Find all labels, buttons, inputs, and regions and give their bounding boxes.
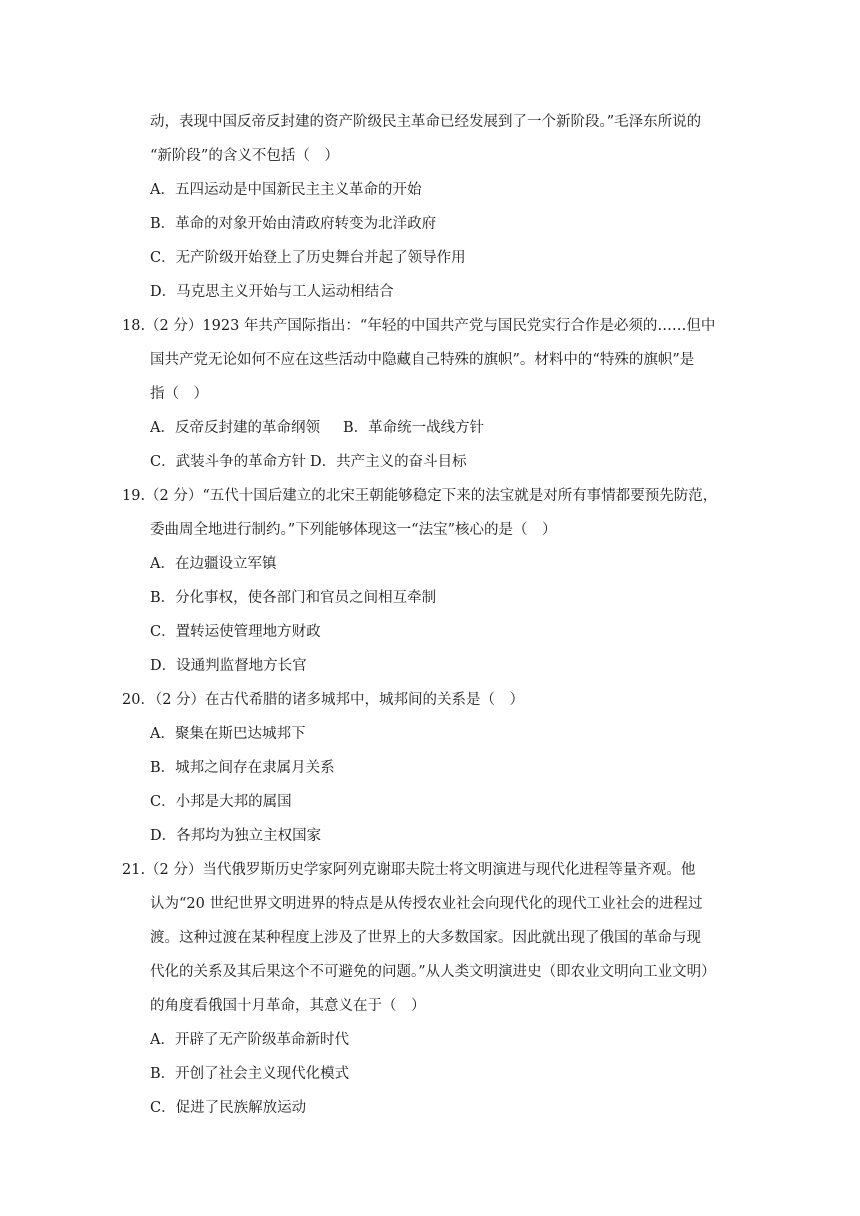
q21-stem-line-4: 代化的关系及其后果这个不可避免的问题。”从人类文明演进史（即农业文明向工业文明） xyxy=(150,964,716,980)
q17-option-a: A．五四运动是中国新民主主义革命的开始 xyxy=(150,182,422,198)
q19-stem-line-1: 19.（2 分）“五代十国后建立的北宋王朝能够稳定下来的法宝就是对所有事情都要预先防范， xyxy=(122,488,718,504)
q21-stem-line-2: 认为“20 世纪世界文明进界的特点是从传授农业社会向现代化的现代工业社会的进程过 xyxy=(150,896,703,912)
q19-option-b: B．分化事权，使各部门和官员之间相互牵制 xyxy=(150,590,437,606)
q20-option-b: B．城邦之间存在隶属月关系 xyxy=(150,760,335,776)
q20-stem-line-1: 20．（2 分）在古代希腊的诸多城邦中，城邦间的关系是（ ） xyxy=(122,692,525,708)
q19-stem-line-2: 委曲周全地进行制约。”下列能够体现这一“法宝”核心的是（ ） xyxy=(150,522,557,538)
q18-option-d: D．共产主义的奋斗目标 xyxy=(310,454,467,470)
q20-option-d: D．各邦均为独立主权国家 xyxy=(150,828,322,844)
q17-stem-line-1: 动，表现中国反帝反封建的资产阶级民主革命已经发展到了一个新阶段。”毛泽东所说的 xyxy=(150,114,702,130)
q20-option-a: A．聚集在斯巴达城邦下 xyxy=(150,726,306,742)
q18-options-row-1 xyxy=(150,418,485,438)
q18-stem-line-1: 18.（2 分）1923 年共产国际指出：“年轻的中国共产党与国民党实行合作是必须的……但中 xyxy=(122,318,716,334)
q21-option-c: C．促进了民族解放运动 xyxy=(150,1100,307,1116)
q21-stem-line-1: 21.（2 分）当代俄罗斯历史学家阿列克谢耶夫院士将文明演进与现代化进程等量齐观。他 xyxy=(122,862,696,878)
q21-stem-line-3: 渡。这种过渡在某种程度上涉及了世界上的大多数国家。因此就出现了俄国的革命与现 xyxy=(150,930,701,946)
q17-option-c: C．无产阶级开始登上了历史舞台并起了领导作用 xyxy=(150,250,466,266)
q19-option-d: D．设通判监督地方长官 xyxy=(150,658,307,674)
q18-option-b: B．革命统一战线方针 xyxy=(343,420,485,436)
q18-stem-line-3: 指（ ） xyxy=(150,386,208,402)
q19-option-a: A．在边疆设立军镇 xyxy=(150,556,277,572)
q17-option-b: B．革命的对象开始由清政府转变为北洋政府 xyxy=(150,216,437,232)
q17-option-d: D．马克思主义开始与工人运动相结合 xyxy=(150,284,394,300)
q21-option-b: B．开创了社会主义现代化模式 xyxy=(150,1066,350,1082)
q18-options-row-2 xyxy=(150,452,467,472)
q18-option-a: A．反帝反封建的革命纲领 xyxy=(150,420,320,436)
q21-option-a: A．开辟了无产阶级革命新时代 xyxy=(150,1032,349,1048)
q21-stem-line-5: 的角度看俄国十月革命，其意义在于（ ） xyxy=(150,998,426,1014)
q20-option-c: C．小邦是大邦的属国 xyxy=(150,794,292,810)
q18-stem-line-2: 国共产党无论如何不应在这些活动中隐藏自己特殊的旗帜”。材料中的“特殊的旗帜”是 xyxy=(150,352,695,368)
q18-option-c: C．武装斗争的革命方针 xyxy=(150,454,307,470)
q17-stem-line-2: “新阶段”的含义不包括（ ） xyxy=(150,148,339,164)
q19-option-c: C．置转运使管理地方财政 xyxy=(150,624,321,640)
